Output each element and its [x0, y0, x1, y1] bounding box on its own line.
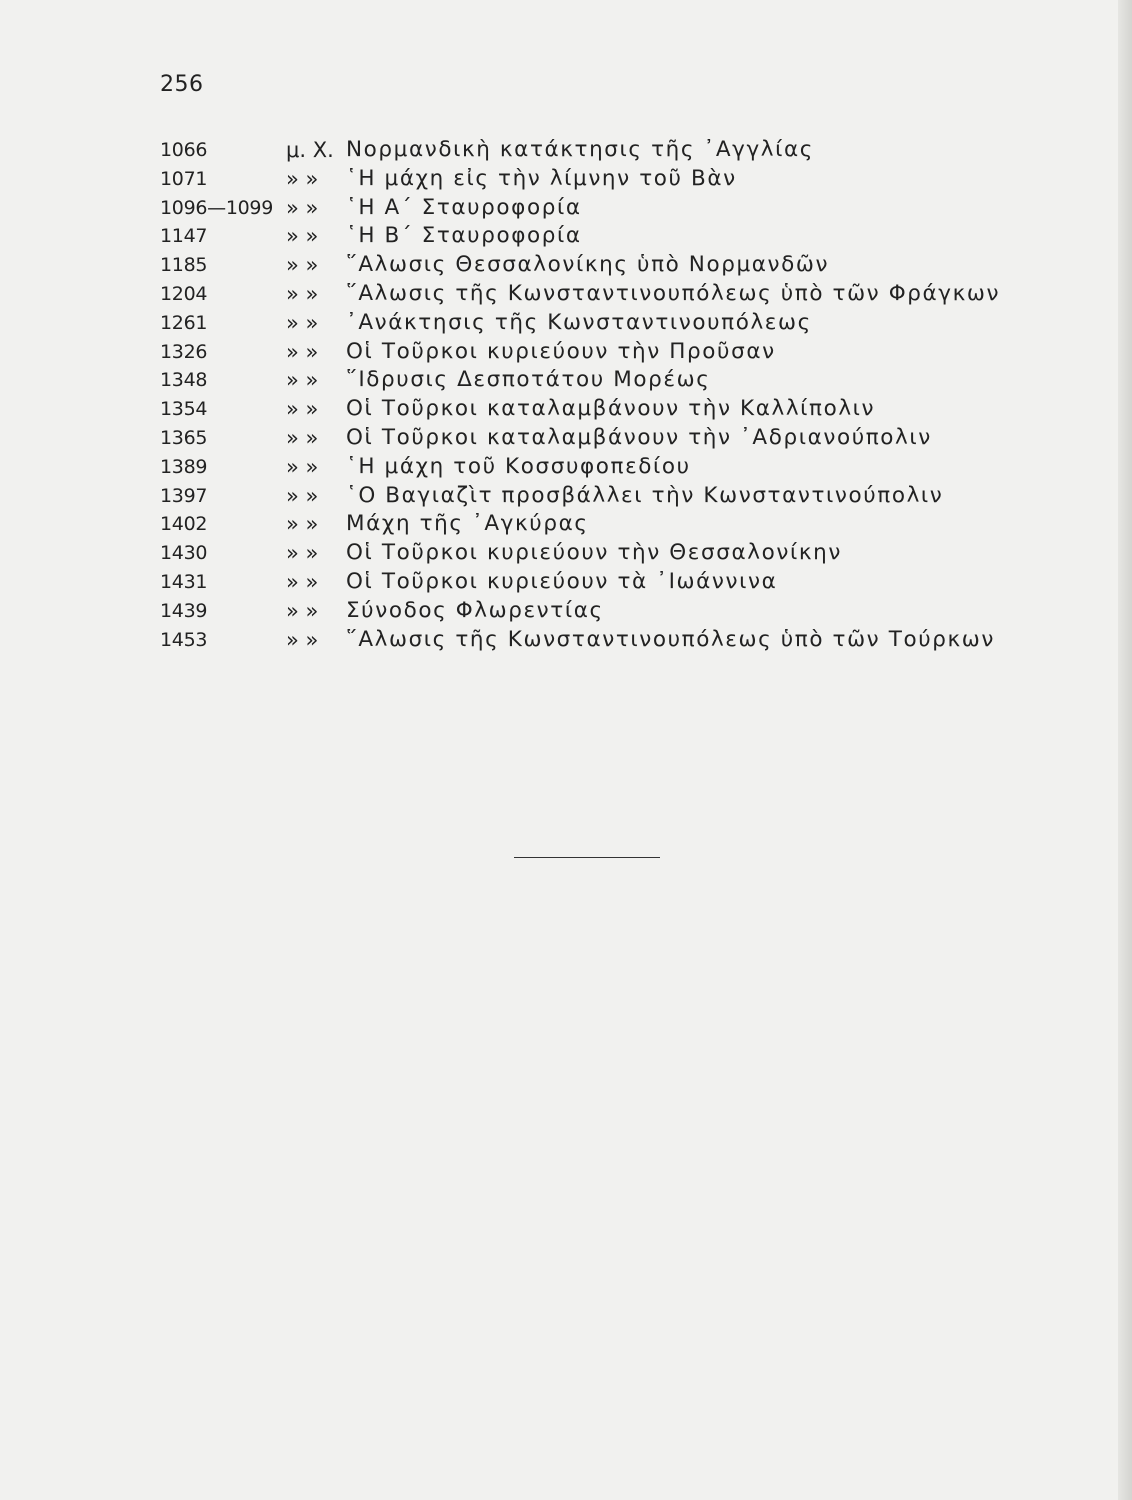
- event: Σύνοδος Φλωρεντίας: [346, 597, 604, 623]
- era-marker: » »: [286, 598, 319, 623]
- era-marker: » »: [286, 627, 319, 652]
- era-marker: » »: [286, 368, 319, 393]
- event: Οἱ Τοῦρκοι καταλαμβάνουν τὴν Καλλίπολιν: [346, 396, 876, 422]
- year: 1348: [160, 369, 208, 392]
- chronology-row: [160, 482, 1080, 511]
- chronology-row: [160, 194, 1080, 223]
- year: 1431: [160, 570, 208, 593]
- year: 1071: [160, 167, 208, 190]
- year: 1354: [160, 398, 208, 421]
- chronology-row: [160, 510, 1080, 539]
- event: Οἱ Τοῦρκοι καταλαμβάνουν τὴν ᾿Αδριανούπολιν: [346, 424, 932, 450]
- event: ᾿Ανάκτησις τῆς Κωνσταντινουπόλεως: [346, 309, 812, 335]
- year: 1066: [160, 139, 208, 161]
- event: Οἱ Τοῦρκοι κυριεύουν τὴν Θεσσαλονίκην: [346, 540, 842, 566]
- year: 1261: [160, 311, 208, 334]
- chronology-list: [160, 136, 1080, 654]
- era-marker: » »: [286, 397, 319, 422]
- event: Οἱ Τοῦρκοι κυριεύουν τὴν Προῦσαν: [346, 338, 776, 364]
- year: 1147: [160, 225, 208, 248]
- year: 1365: [160, 426, 208, 449]
- chronology-row: [160, 366, 1080, 395]
- year: 1453: [160, 628, 208, 651]
- year: 1439: [160, 599, 208, 622]
- year: 1430: [160, 542, 208, 565]
- era-marker: » »: [286, 253, 319, 278]
- event: ῞Αλωσις Θεσσαλονίκης ὑπὸ Νορμανδῶν: [346, 252, 830, 278]
- chronology-row: [160, 539, 1080, 568]
- era-marker: » »: [286, 281, 319, 306]
- chronology-row: [160, 597, 1080, 626]
- chronology-row: [160, 395, 1080, 424]
- era-marker: » »: [286, 425, 319, 450]
- chronology-row: [160, 165, 1080, 194]
- era-marker: » »: [286, 483, 319, 508]
- era-marker: » »: [286, 339, 319, 364]
- chronology-row: [160, 280, 1080, 309]
- chronology-row: [160, 453, 1080, 482]
- era-marker: » »: [286, 224, 319, 249]
- era-marker: » »: [286, 541, 319, 566]
- chronology-row: [160, 568, 1080, 597]
- event: ῞Αλωσις τῆς Κωνσταντινουπόλεως ὑπὸ τῶν Τούρκων: [346, 626, 995, 652]
- chronology-row: [160, 309, 1080, 338]
- chronology-row: [160, 136, 1080, 165]
- chronology-row: [160, 251, 1080, 280]
- chronology-row: [160, 626, 1080, 655]
- year: 1204: [160, 282, 208, 305]
- event: Οἱ Τοῦρκοι κυριεύουν τὰ ᾿Ιωάννινα: [346, 568, 778, 594]
- chronology-row: [160, 222, 1080, 251]
- event: ῾Η μάχη τοῦ Κοσσυφοπεδίου: [346, 453, 691, 479]
- era-marker: » »: [286, 195, 319, 220]
- era-marker: » »: [286, 166, 319, 191]
- page-number: 256: [160, 72, 204, 97]
- event: Νορμανδικὴ κατάκτησις τῆς ᾿Αγγλίας: [346, 137, 814, 162]
- event: ῾Ο Βαγιαζὶτ προσβάλλει τὴν Κωνσταντινούπολιν: [346, 482, 944, 508]
- year: 1402: [160, 513, 208, 536]
- year: 1397: [160, 484, 208, 507]
- year: 1389: [160, 455, 208, 478]
- chronology-row: [160, 338, 1080, 367]
- year: 1096—1099: [160, 196, 274, 219]
- era-marker: » »: [286, 310, 319, 335]
- section-divider: [514, 857, 660, 858]
- era-marker: » »: [286, 454, 319, 479]
- era-marker: » »: [286, 569, 319, 594]
- era-marker: μ. Χ.: [286, 138, 334, 162]
- event: ῞Αλωσις τῆς Κωνσταντινουπόλεως ὑπὸ τῶν Φράγκων: [346, 280, 1001, 306]
- event: Μάχη τῆς ᾿Αγκύρας: [346, 511, 589, 537]
- event: ῾Η Β΄ Σταυροφορία: [346, 223, 582, 249]
- event: ῾Η Α΄ Σταυροφορία: [346, 194, 582, 220]
- chronology-row: [160, 424, 1080, 453]
- year: 1185: [160, 254, 208, 277]
- page-edge: [1118, 0, 1132, 1500]
- year: 1326: [160, 340, 208, 363]
- era-marker: » »: [286, 512, 319, 537]
- event: ῞Ιδρυσις Δεσποτάτου Μορέως: [346, 367, 711, 393]
- event: ῾Η μάχη εἰς τὴν λίμνην τοῦ Βὰν: [346, 165, 737, 191]
